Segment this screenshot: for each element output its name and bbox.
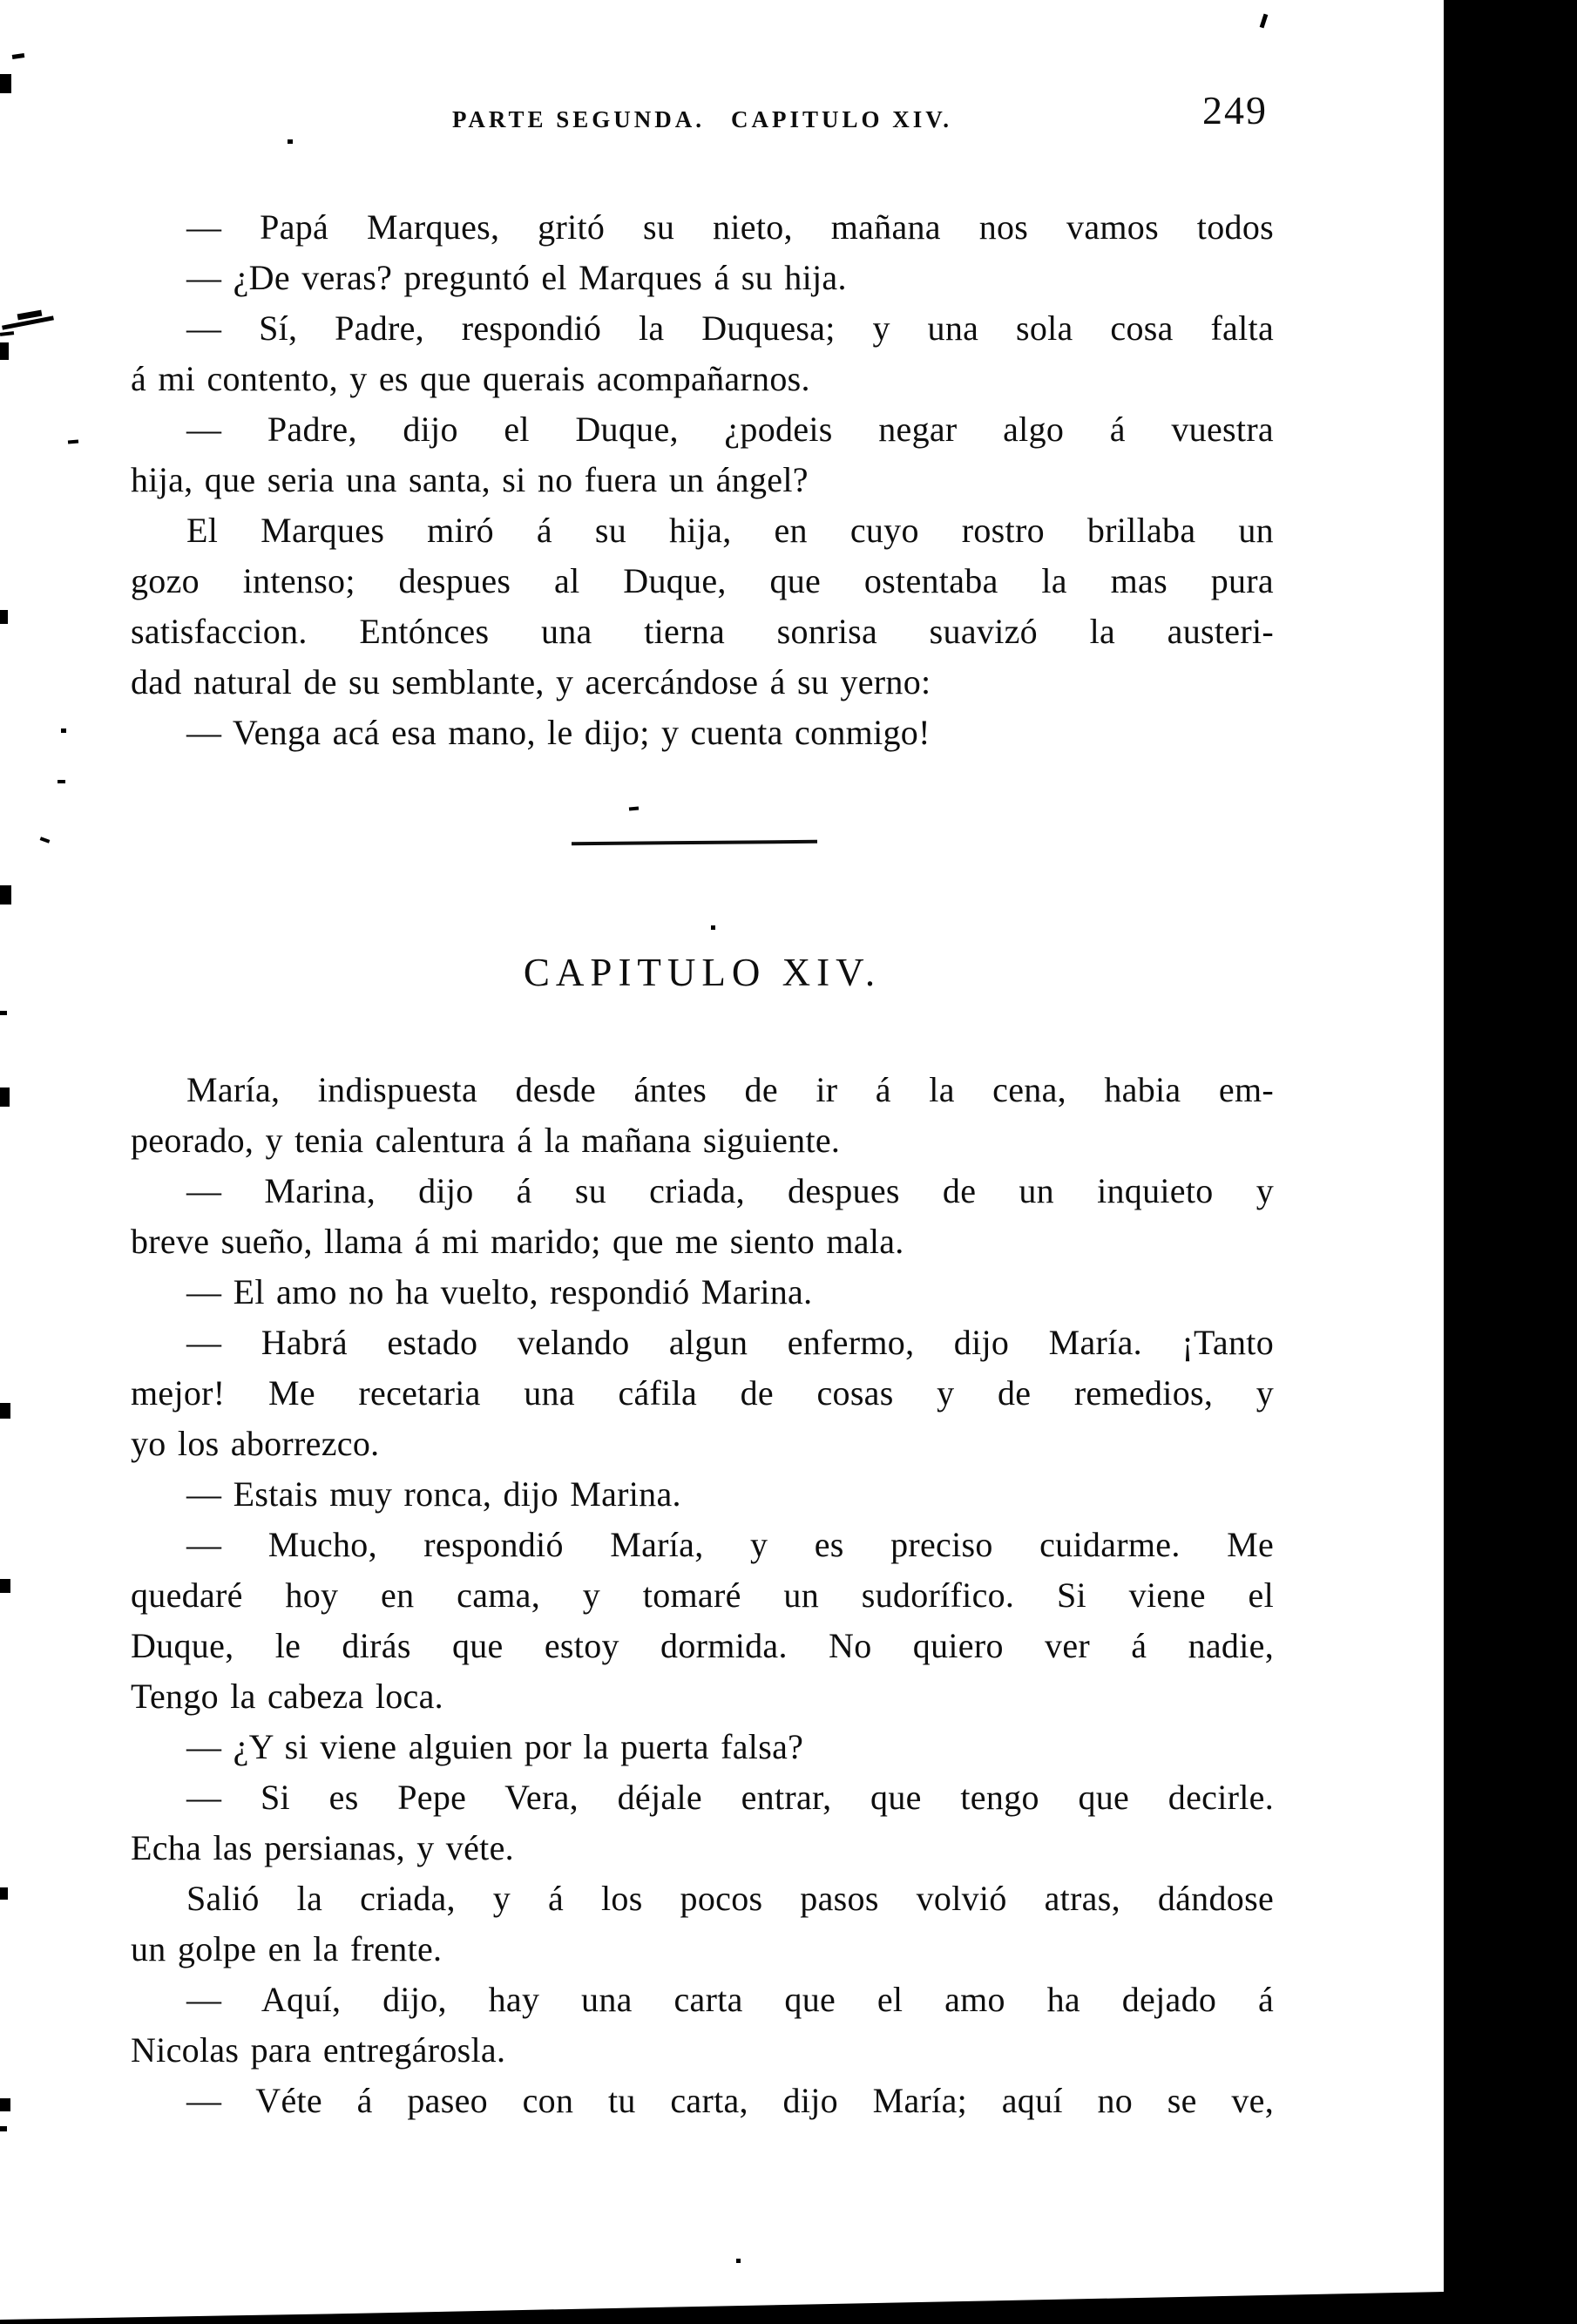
text-line: — Estais muy ronca, dijo Marina. — [186, 1474, 681, 1514]
running-header — [131, 106, 1274, 133]
section-divider — [572, 840, 817, 845]
text-line: — El amo no ha vuelto, respondió Marina. — [186, 1272, 813, 1311]
ink-speck — [0, 2126, 7, 2131]
text-line: — Véte á paseo con tu carta, dijo María; aquí no se ve, — [186, 2081, 1274, 2120]
text-line: — Sí, Padre, respondió la Duquesa; y una sola cosa falta — [186, 308, 1274, 348]
ink-speck — [0, 1403, 10, 1419]
ink-speck — [0, 331, 14, 336]
text-line: El Marques miró á su hija, en cuyo rostro brillaba un — [186, 511, 1274, 550]
text-line: María, indispuesta desde ántes de ir á la cena, habia em- — [186, 1070, 1274, 1109]
text-line: — Si es Pepe Vera, déjale entrar, que tengo que decirle. — [186, 1778, 1274, 1817]
ink-speck — [0, 610, 8, 624]
chapter-heading: CAPITULO XIV. — [523, 951, 882, 994]
scan-edge-right — [1444, 0, 1577, 2324]
text-line: — Papá Marques, gritó su nieto, mañana nos vamos todos — [186, 207, 1274, 247]
ink-speck — [0, 1579, 10, 1593]
text-line: — Padre, dijo el Duque, ¿podeis negar algo á vuestra — [186, 410, 1274, 449]
ink-speck — [40, 837, 51, 844]
ink-speck — [1260, 14, 1269, 29]
text-line: — Marina, dijo á su criada, despues de un inquieto y — [186, 1171, 1274, 1210]
ink-speck — [12, 53, 25, 59]
text-line: Salió la criada, y á los pocos pasos volvió atras, dándose — [186, 1879, 1274, 1918]
text-line: breve sueño, llama á mi marido; que me siento mala. — [131, 1222, 904, 1261]
ink-speck — [736, 2259, 741, 2263]
text-section-2 — [131, 1065, 1274, 2126]
text-line: gozo intenso; despues al Duque, que ostentaba la mas pura — [131, 561, 1274, 600]
text-line: — ¿Y si viene alguien por la puerta falsa? — [186, 1727, 804, 1766]
ink-speck — [288, 139, 293, 144]
text-line: Duque, le dirás que estoy dormida. No quiero ver á nadie, — [131, 1626, 1274, 1665]
text-line: — Venga acá esa mano, le dijo; y cuenta conmigo! — [186, 713, 931, 752]
text-line: peorado, y tenia calentura á la mañana siguiente. — [131, 1121, 841, 1160]
ink-speck — [0, 885, 11, 905]
ink-speck — [0, 1887, 8, 1900]
ink-speck — [68, 439, 78, 444]
ink-speck — [0, 1087, 10, 1107]
ink-speck — [0, 74, 11, 93]
text-line: dad natural de su semblante, y acercándose á su yerno: — [131, 662, 931, 701]
ink-speck — [61, 728, 66, 733]
text-line: un golpe en la frente. — [131, 1929, 443, 1968]
ink-speck — [0, 342, 9, 360]
text-line: quedaré hoy en cama, y tomaré un sudorífico. Si viene el — [131, 1575, 1274, 1615]
page-number: 249 — [1202, 88, 1268, 132]
text-line: á mi contento, y es que querais acompañarnos. — [131, 359, 810, 398]
text-line: satisfaccion. Entónces una tierna sonrisa suavizó la austeri- — [131, 612, 1274, 651]
text-line: — Mucho, respondió María, y es preciso cuidarme. Me — [186, 1525, 1274, 1564]
ink-speck — [711, 925, 715, 930]
text-line: mejor! Me recetaria una cáfila de cosas y de remedios, y — [131, 1373, 1274, 1413]
ink-speck — [0, 1011, 7, 1015]
ink-speck — [0, 2098, 10, 2111]
running-header-part-chapter: CAPITULO XIV. — [731, 106, 953, 132]
text-line: Echa las persianas, y véte. — [131, 1828, 514, 1867]
text-line: Nicolas para entregárosla. — [131, 2030, 506, 2070]
running-header-part-title: PARTE SEGUNDA. — [451, 106, 706, 132]
text-line: Tengo la cabeza loca. — [131, 1677, 443, 1716]
text-line: — ¿De veras? preguntó el Marques á su hija. — [186, 258, 847, 297]
text-line: — Habrá estado velando algun enfermo, dijo María. ¡Tanto — [186, 1323, 1274, 1362]
text-section-1 — [131, 202, 1274, 758]
ink-speck — [58, 780, 65, 783]
text-line: hija, que seria una santa, si no fuera un ángel? — [131, 460, 809, 499]
text-line: — Aquí, dijo, hay una carta que el amo ha dejado á — [186, 1980, 1274, 2019]
ink-speck — [629, 807, 639, 811]
text-line: yo los aborrezco. — [131, 1424, 380, 1463]
